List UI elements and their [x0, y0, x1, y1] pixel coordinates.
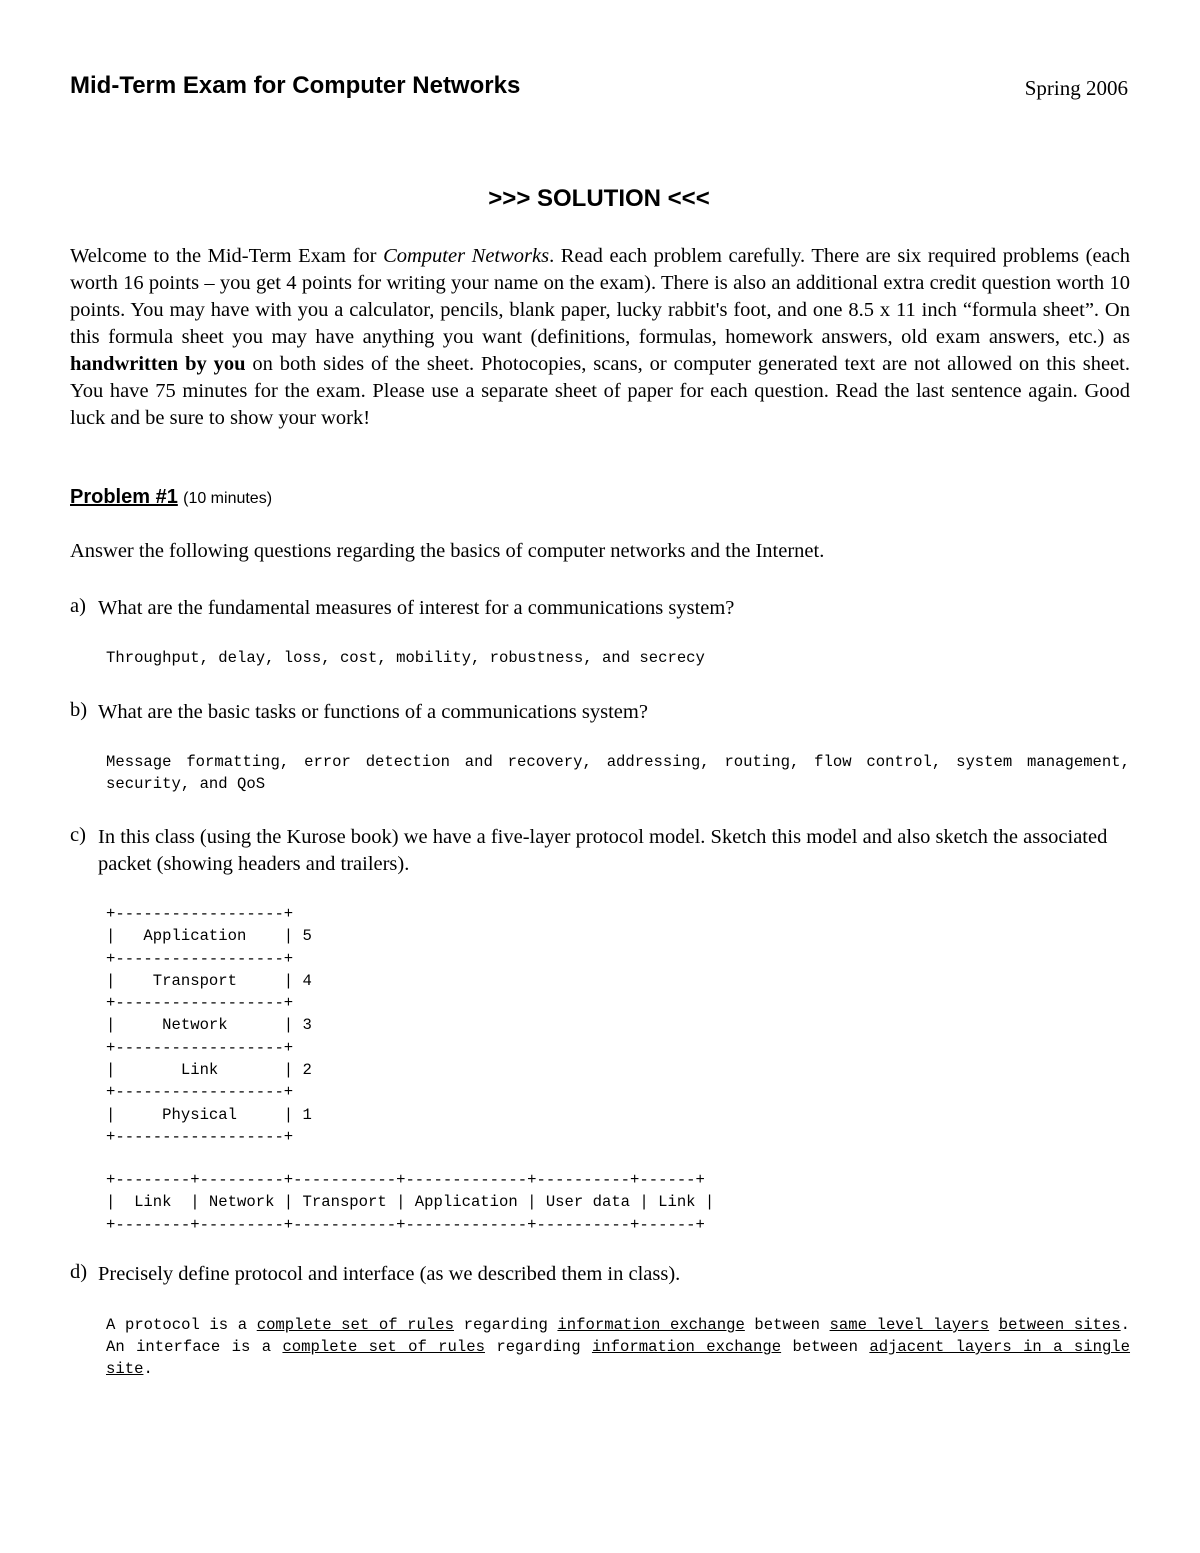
- answer-d-text: . An interface is a: [106, 1316, 1130, 1356]
- problem-1-title: Problem #1: [70, 486, 178, 508]
- question-c-text: In this class (using the Kurose book) we have a five-layer protocol model. Sketch this model and also sketch the associated packet (showing headers and trailers).: [98, 826, 1108, 875]
- answer-d: [106, 1314, 1130, 1380]
- answer-d-underline: adjacent layers in a single site: [106, 1338, 1131, 1378]
- intro-text-1: Welcome to the Mid-Term Exam for: [70, 245, 384, 267]
- answer-d-text: [989, 1316, 999, 1334]
- answer-d-underline: information exchange: [557, 1316, 745, 1334]
- exam-title: Mid-Term Exam for Computer Networks: [70, 72, 521, 99]
- question-d-label: d): [70, 1261, 88, 1283]
- intro-text-2: . Read each problem carefully. There are six required problems (each worth 16 points – you get 4 points for writing your name on the exam). There is also an additional extra credit question worth 10 points. You may have with you a calculator, pencils, blank paper, lucky rabbit's foot, and one 8.5 x 11 inch “formula sheet”. On this formula sheet you may have anything you want (definitions, formulas, homework answers, old exam answers, etc.) as: [70, 245, 1130, 348]
- answer-d-text: between: [781, 1338, 870, 1356]
- question-c-label: c): [70, 824, 86, 846]
- answer-d-text: regarding: [453, 1316, 558, 1334]
- question-a-label: a): [70, 595, 86, 617]
- answer-d-underline: complete set of rules: [282, 1338, 485, 1356]
- problem-1-lead: Answer the following questions regarding the basics of computer networks and the Internet.: [70, 540, 825, 562]
- problem-1-time: (10 minutes): [183, 490, 273, 507]
- question-b-text: What are the basic tasks or functions of a communications system?: [98, 701, 648, 723]
- answer-d-underline: complete set of rules: [256, 1316, 454, 1334]
- intro-bold-text: handwritten by you: [70, 353, 246, 375]
- question-a-text: What are the fundamental measures of interest for a communications system?: [98, 597, 735, 619]
- answer-d-underline: same level layers: [829, 1316, 990, 1334]
- answer-d-text: A protocol is a: [106, 1316, 257, 1334]
- intro-course-name: Computer Networks: [383, 245, 550, 267]
- answer-d-underline: between sites: [998, 1316, 1121, 1334]
- solution-banner: >>> SOLUTION <<<: [488, 185, 710, 212]
- answer-d-underline: information exchange: [591, 1338, 782, 1356]
- packet-diagram: +--------+---------+-----------+-------------+----------+------+ | Link | Network | Transport | Application | User data | Link | +--------+---------+-----------+-------------+----------+------+: [106, 1171, 715, 1234]
- answer-d-text: .: [143, 1360, 153, 1378]
- answer-d-text: between: [744, 1316, 830, 1334]
- answer-b: Message formatting, error detection and recovery, addressing, routing, flow control, system management, security, and QoS: [106, 753, 1130, 793]
- intro-paragraph: [70, 243, 1130, 432]
- layer-model-diagram: +------------------+ | Application | 5 +------------------+ | Transport | 4 +------------------+ | Network | 3 +------------------+ | Link | 2 +------------------+ | Physical | 1 +------------------+: [106, 905, 312, 1146]
- question-b-label: b): [70, 699, 88, 721]
- intro-text-3: on both sides of the sheet. Photocopies, scans, or computer generated text are not allowed on this sheet. You have 75 minutes for the exam. Please use a separate sheet of paper for each question. Read the last sentence again. Good luck and be sure to show your work!: [70, 353, 1130, 429]
- problem-1-heading: [70, 486, 272, 509]
- answer-d-text: regarding: [484, 1338, 592, 1356]
- semester-label: Spring 2006: [1024, 76, 1128, 100]
- question-d-text: Precisely define protocol and interface (as we described them in class).: [98, 1263, 681, 1285]
- answer-a: Throughput, delay, loss, cost, mobility, robustness, and secrecy: [106, 649, 705, 667]
- page-header: [70, 72, 1128, 106]
